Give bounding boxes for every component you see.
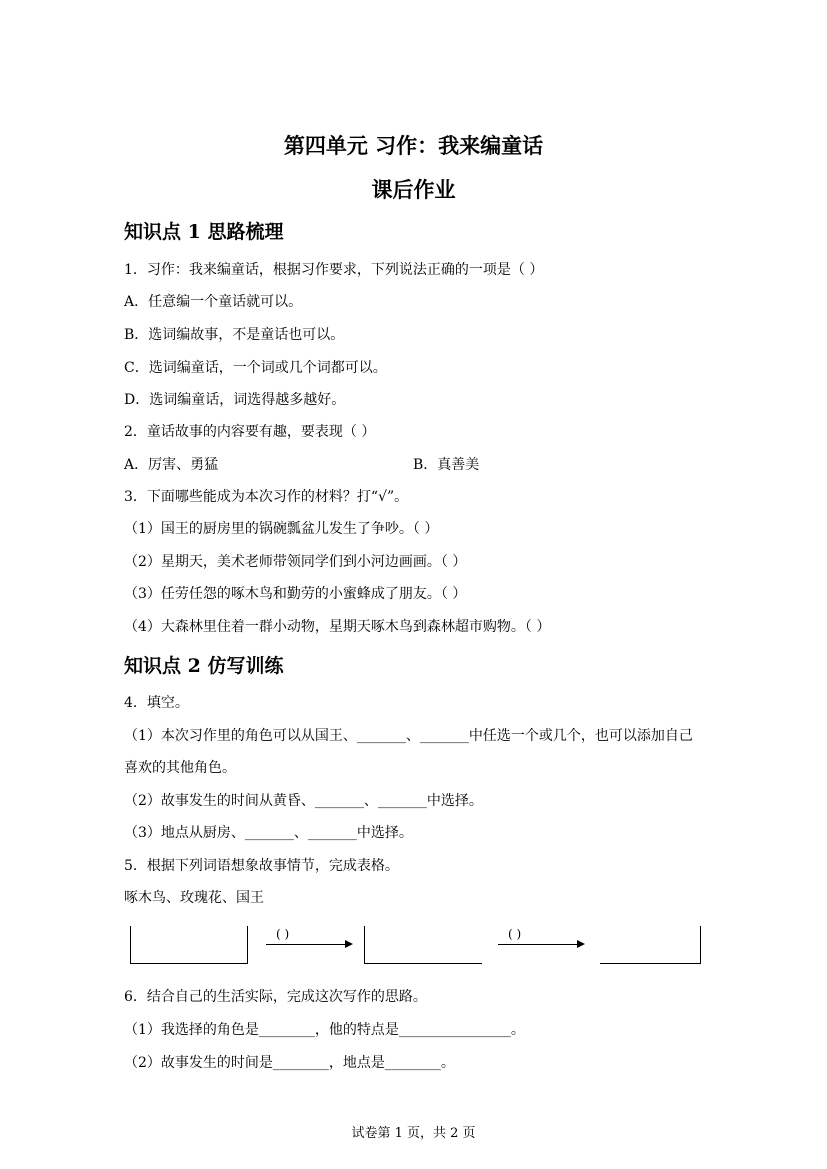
page-footer: 试卷第 1 页，共 2 页 [351,1126,476,1141]
q3-item-4: （4）大森林里住着一群小动物，星期天啄木鸟到森林超市购物。（ ） [124,619,551,635]
section-heading-1: 知识点 1 思路梳理 [124,221,284,243]
q2-option-b: B．真善美 [413,457,480,473]
q4-stem: 4．填空。 [124,695,189,711]
arrow-1 [266,944,345,945]
page-title: 第四单元 习作：我来编童话 [283,133,544,158]
q3-item-3: （3）任劳任怨的啄木鸟和勤劳的小蜜蜂成了朋友。（ ） [124,586,467,602]
arrow-label-1: ( ) [276,927,290,941]
q3-stem: 3．下面哪些能成为本次习作的材料？打“√”。 [124,489,409,505]
plot-box-3 [600,926,701,964]
arrow-2-head [577,940,585,948]
q1-option-b: B．选词编故事，不是童话也可以。 [124,327,345,343]
q4-line-1: （1）本次习作里的角色可以从国王、_______、_______中任选一个或几个，也可以添加自己 [124,728,693,744]
page-subtitle: 课后作业 [371,177,456,202]
q1-option-d: D．选词编童话，词选得越多越好。 [124,392,346,408]
q3-item-2: （2）星期天，美术老师带领同学们到小河边画画。（ ） [124,554,467,570]
q2-stem: 2．童话故事的内容要有趣，要表现（ ） [124,424,376,440]
q6-stem: 6．结合自己的生活实际，完成这次写作的思路。 [124,989,427,1005]
q1-option-a: A．任意编一个童话就可以。 [124,294,303,310]
plot-box-1 [130,926,248,964]
q5-words: 啄木鸟、玫瑰花、国王 [124,890,264,906]
arrow-1-head [345,940,353,948]
q4-line-3: （3）地点从厨房、_______、_______中选择。 [124,825,413,841]
q2-option-a: A．厉害、勇猛 [124,457,219,473]
plot-box-2 [364,926,482,964]
q1-stem: 1．习作：我来编童话，根据习作要求，下列说法正确的一项是（ ） [124,262,544,278]
q3-item-1: （1）国王的厨房里的锅碗瓢盆儿发生了争吵。（ ） [124,521,439,537]
q6-line-2: （2）故事发生的时间是________，地点是________。 [124,1055,455,1071]
section-heading-2: 知识点 2 仿写训练 [124,655,284,677]
q4-line-1-cont: 喜欢的其他角色。 [124,760,236,776]
q4-line-2: （2）故事发生的时间从黄昏、_______、_______中选择。 [124,793,483,809]
arrow-label-2: ( ) [508,927,522,941]
arrow-2 [498,944,577,945]
q6-line-1: （1）我选择的角色是________，他的特点是________________。 [124,1022,525,1038]
q5-stem: 5．根据下列词语想象故事情节，完成表格。 [124,858,399,874]
q1-option-c: C．选词编童话，一个词或几个词都可以。 [124,360,387,376]
